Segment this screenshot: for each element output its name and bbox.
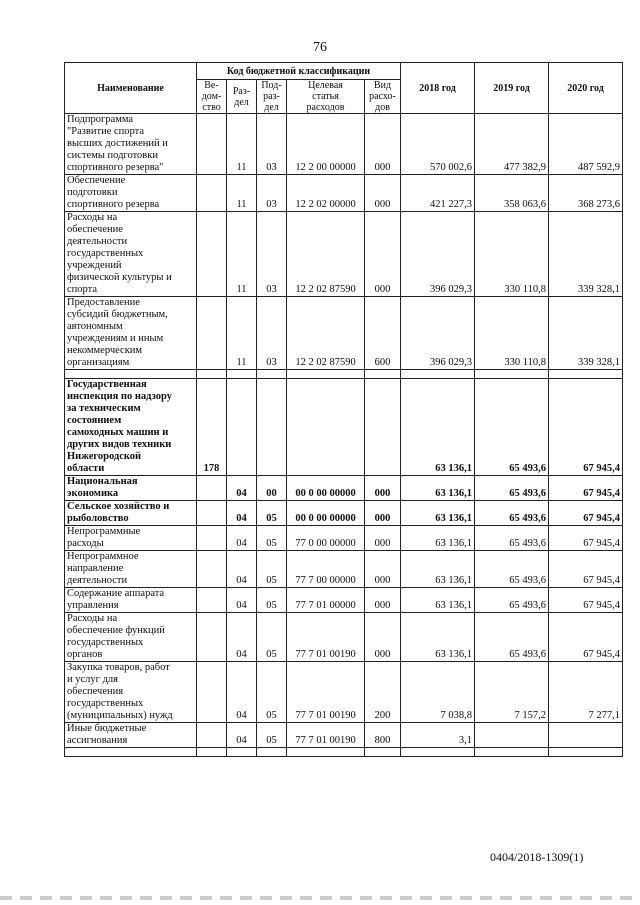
value-2019-cell: 65 493,6 bbox=[475, 613, 549, 662]
tselevaya-statya-cell: 12 2 02 00000 bbox=[287, 175, 365, 212]
vid-rashodov-cell: 000 bbox=[365, 212, 401, 297]
page-number: 76 bbox=[313, 40, 327, 55]
row-name-cell: Обеспечение подготовки спортивного резерва bbox=[65, 175, 197, 212]
razdel-cell: 04 bbox=[227, 723, 257, 748]
document-code: 0404/2018-1309(1) bbox=[490, 850, 584, 864]
spacer-cell bbox=[287, 370, 365, 379]
razdel-cell: 04 bbox=[227, 662, 257, 723]
value-2018-cell: 63 136,1 bbox=[401, 551, 475, 588]
value-2020-cell: 67 945,4 bbox=[549, 476, 623, 501]
spacer-cell bbox=[257, 370, 287, 379]
vedomstvo-cell bbox=[197, 588, 227, 613]
razdel-cell: 11 bbox=[227, 297, 257, 370]
vid-rashodov-cell: 000 bbox=[365, 551, 401, 588]
row-name-cell: Расходы на обеспечение деятельности государственных учреждений физической культуры и спорта bbox=[65, 212, 197, 297]
podrazdel-cell bbox=[257, 379, 287, 476]
vid-rashodov-cell: 600 bbox=[365, 297, 401, 370]
razdel-cell: 04 bbox=[227, 476, 257, 501]
vedomstvo-cell bbox=[197, 175, 227, 212]
spacer-cell bbox=[549, 370, 623, 379]
table-body bbox=[65, 114, 623, 757]
razdel-cell: 04 bbox=[227, 613, 257, 662]
value-2020-cell: 368 273,6 bbox=[549, 175, 623, 212]
podrazdel-cell: 05 bbox=[257, 501, 287, 526]
value-2019-cell: 7 157,2 bbox=[475, 662, 549, 723]
tselevaya-statya-cell: 77 7 01 00190 bbox=[287, 723, 365, 748]
vid-rashodov-cell: 000 bbox=[365, 175, 401, 212]
vid-rashodov-cell: 000 bbox=[365, 613, 401, 662]
table-spacer-row bbox=[65, 748, 623, 757]
row-name-cell: Сельское хозяйство и рыболовство bbox=[65, 501, 197, 526]
spacer-cell bbox=[287, 748, 365, 757]
table-row bbox=[65, 175, 623, 212]
value-2018-cell: 7 038,8 bbox=[401, 662, 475, 723]
value-2019-cell: 65 493,6 bbox=[475, 501, 549, 526]
table-row bbox=[65, 476, 623, 501]
row-name-cell: Расходы на обеспечение функций государственных органов bbox=[65, 613, 197, 662]
tselevaya-statya-cell: 12 2 00 00000 bbox=[287, 114, 365, 175]
tselevaya-statya-cell: 00 0 00 00000 bbox=[287, 501, 365, 526]
vedomstvo-cell: 178 bbox=[197, 379, 227, 476]
table-row bbox=[65, 723, 623, 748]
vedomstvo-cell bbox=[197, 526, 227, 551]
razdel-cell: 04 bbox=[227, 526, 257, 551]
spacer-cell bbox=[365, 370, 401, 379]
header-budget-code-group: Код бюджетной классификации bbox=[197, 63, 401, 80]
value-2019-cell: 65 493,6 bbox=[475, 551, 549, 588]
row-name-cell: Закупка товаров, работ и услуг для обеспечения государственных (муниципальных) нужд bbox=[65, 662, 197, 723]
spacer-cell bbox=[65, 748, 197, 757]
spacer-cell bbox=[475, 370, 549, 379]
value-2019-cell: 65 493,6 bbox=[475, 526, 549, 551]
vid-rashodov-cell: 000 bbox=[365, 526, 401, 551]
value-2020-cell: 67 945,4 bbox=[549, 613, 623, 662]
row-name-cell: Предоставление субсидий бюджетным, автономным учреждениям и иным некоммерческим организациям bbox=[65, 297, 197, 370]
spacer-cell bbox=[549, 748, 623, 757]
row-name-cell: Непрограммное направление деятельности bbox=[65, 551, 197, 588]
razdel-cell bbox=[227, 379, 257, 476]
vid-rashodov-cell: 800 bbox=[365, 723, 401, 748]
value-2020-cell bbox=[549, 723, 623, 748]
spacer-cell bbox=[365, 748, 401, 757]
vedomstvo-cell bbox=[197, 501, 227, 526]
value-2019-cell: 358 063,6 bbox=[475, 175, 549, 212]
razdel-cell: 04 bbox=[227, 588, 257, 613]
vedomstvo-cell bbox=[197, 476, 227, 501]
value-2020-cell: 67 945,4 bbox=[549, 551, 623, 588]
spacer-cell bbox=[475, 748, 549, 757]
vedomstvo-cell bbox=[197, 551, 227, 588]
tselevaya-statya-cell: 77 0 00 00000 bbox=[287, 526, 365, 551]
vid-rashodov-cell: 000 bbox=[365, 476, 401, 501]
value-2019-cell: 65 493,6 bbox=[475, 379, 549, 476]
row-name-cell: Национальная экономика bbox=[65, 476, 197, 501]
tselevaya-statya-cell: 77 7 01 00190 bbox=[287, 662, 365, 723]
value-2019-cell bbox=[475, 723, 549, 748]
value-2019-cell: 65 493,6 bbox=[475, 588, 549, 613]
tselevaya-statya-cell bbox=[287, 379, 365, 476]
razdel-cell: 04 bbox=[227, 551, 257, 588]
value-2019-cell: 330 110,8 bbox=[475, 297, 549, 370]
value-2018-cell: 3,1 bbox=[401, 723, 475, 748]
razdel-cell: 04 bbox=[227, 501, 257, 526]
row-name-cell: Государственная инспекция по надзору за техническим состоянием самоходных машин и других видов техники Нижегородской области bbox=[65, 379, 197, 476]
scan-artifact-line bbox=[0, 896, 640, 900]
value-2020-cell: 339 328,1 bbox=[549, 297, 623, 370]
value-2020-cell: 339 328,1 bbox=[549, 212, 623, 297]
spacer-cell bbox=[197, 748, 227, 757]
tselevaya-statya-cell: 77 7 01 00000 bbox=[287, 588, 365, 613]
vid-rashodov-cell: 000 bbox=[365, 114, 401, 175]
vid-rashodov-cell: 000 bbox=[365, 588, 401, 613]
value-2019-cell: 477 382,9 bbox=[475, 114, 549, 175]
tselevaya-statya-cell: 77 7 00 00000 bbox=[287, 551, 365, 588]
podrazdel-cell: 00 bbox=[257, 476, 287, 501]
spacer-cell bbox=[197, 370, 227, 379]
spacer-cell bbox=[257, 748, 287, 757]
podrazdel-cell: 05 bbox=[257, 613, 287, 662]
razdel-cell: 11 bbox=[227, 114, 257, 175]
tselevaya-statya-cell: 12 2 02 87590 bbox=[287, 297, 365, 370]
budget-table bbox=[64, 62, 623, 757]
value-2018-cell: 63 136,1 bbox=[401, 476, 475, 501]
value-2018-cell: 421 227,3 bbox=[401, 175, 475, 212]
vid-rashodov-cell: 200 bbox=[365, 662, 401, 723]
header-podrazdel: Под- раз- дел bbox=[257, 80, 287, 114]
table-row bbox=[65, 526, 623, 551]
table-header bbox=[65, 63, 623, 114]
header-vedomstvo: Ве- дом- ство bbox=[197, 80, 227, 114]
header-tselevaya-statya: Целевая статья расходов bbox=[287, 80, 365, 114]
value-2018-cell: 63 136,1 bbox=[401, 379, 475, 476]
value-2020-cell: 67 945,4 bbox=[549, 588, 623, 613]
table-row bbox=[65, 613, 623, 662]
header-2018: 2018 год bbox=[401, 63, 475, 114]
razdel-cell: 11 bbox=[227, 212, 257, 297]
value-2020-cell: 67 945,4 bbox=[549, 501, 623, 526]
tselevaya-statya-cell: 77 7 01 00190 bbox=[287, 613, 365, 662]
header-2019: 2019 год bbox=[475, 63, 549, 114]
value-2020-cell: 67 945,4 bbox=[549, 526, 623, 551]
spacer-cell bbox=[227, 748, 257, 757]
header-2020: 2020 год bbox=[549, 63, 623, 114]
spacer-cell bbox=[401, 748, 475, 757]
row-name-cell: Содержание аппарата управления bbox=[65, 588, 197, 613]
podrazdel-cell: 03 bbox=[257, 114, 287, 175]
vedomstvo-cell bbox=[197, 662, 227, 723]
podrazdel-cell: 03 bbox=[257, 212, 287, 297]
header-vid-rashodov: Вид расхо- дов bbox=[365, 80, 401, 114]
value-2019-cell: 330 110,8 bbox=[475, 212, 549, 297]
header-razdel: Раз- дел bbox=[227, 80, 257, 114]
value-2018-cell: 396 029,3 bbox=[401, 297, 475, 370]
value-2018-cell: 570 002,6 bbox=[401, 114, 475, 175]
value-2018-cell: 63 136,1 bbox=[401, 588, 475, 613]
value-2019-cell: 65 493,6 bbox=[475, 476, 549, 501]
value-2018-cell: 63 136,1 bbox=[401, 526, 475, 551]
vid-rashodov-cell: 000 bbox=[365, 501, 401, 526]
vedomstvo-cell bbox=[197, 114, 227, 175]
razdel-cell: 11 bbox=[227, 175, 257, 212]
podrazdel-cell: 05 bbox=[257, 526, 287, 551]
table-row bbox=[65, 297, 623, 370]
podrazdel-cell: 05 bbox=[257, 551, 287, 588]
value-2020-cell: 7 277,1 bbox=[549, 662, 623, 723]
vid-rashodov-cell bbox=[365, 379, 401, 476]
podrazdel-cell: 03 bbox=[257, 297, 287, 370]
vedomstvo-cell bbox=[197, 723, 227, 748]
podrazdel-cell: 05 bbox=[257, 662, 287, 723]
value-2018-cell: 63 136,1 bbox=[401, 501, 475, 526]
table-row bbox=[65, 379, 623, 476]
value-2018-cell: 396 029,3 bbox=[401, 212, 475, 297]
table-spacer-row bbox=[65, 370, 623, 379]
vedomstvo-cell bbox=[197, 297, 227, 370]
table-row bbox=[65, 212, 623, 297]
header-name: Наименование bbox=[65, 63, 197, 114]
table-row bbox=[65, 662, 623, 723]
value-2020-cell: 67 945,4 bbox=[549, 379, 623, 476]
podrazdel-cell: 03 bbox=[257, 175, 287, 212]
row-name-cell: Иные бюджетные ассигнования bbox=[65, 723, 197, 748]
podrazdel-cell: 05 bbox=[257, 723, 287, 748]
row-name-cell: Непрограммные расходы bbox=[65, 526, 197, 551]
spacer-cell bbox=[227, 370, 257, 379]
value-2020-cell: 487 592,9 bbox=[549, 114, 623, 175]
vedomstvo-cell bbox=[197, 613, 227, 662]
tselevaya-statya-cell: 00 0 00 00000 bbox=[287, 476, 365, 501]
vedomstvo-cell bbox=[197, 212, 227, 297]
table-row bbox=[65, 551, 623, 588]
spacer-cell bbox=[65, 370, 197, 379]
podrazdel-cell: 05 bbox=[257, 588, 287, 613]
tselevaya-statya-cell: 12 2 02 87590 bbox=[287, 212, 365, 297]
value-2018-cell: 63 136,1 bbox=[401, 613, 475, 662]
table-row bbox=[65, 114, 623, 175]
table-row bbox=[65, 501, 623, 526]
row-name-cell: Подпрограмма "Развитие спорта высших достижений и системы подготовки спортивного резерва" bbox=[65, 114, 197, 175]
spacer-cell bbox=[401, 370, 475, 379]
table-row bbox=[65, 588, 623, 613]
